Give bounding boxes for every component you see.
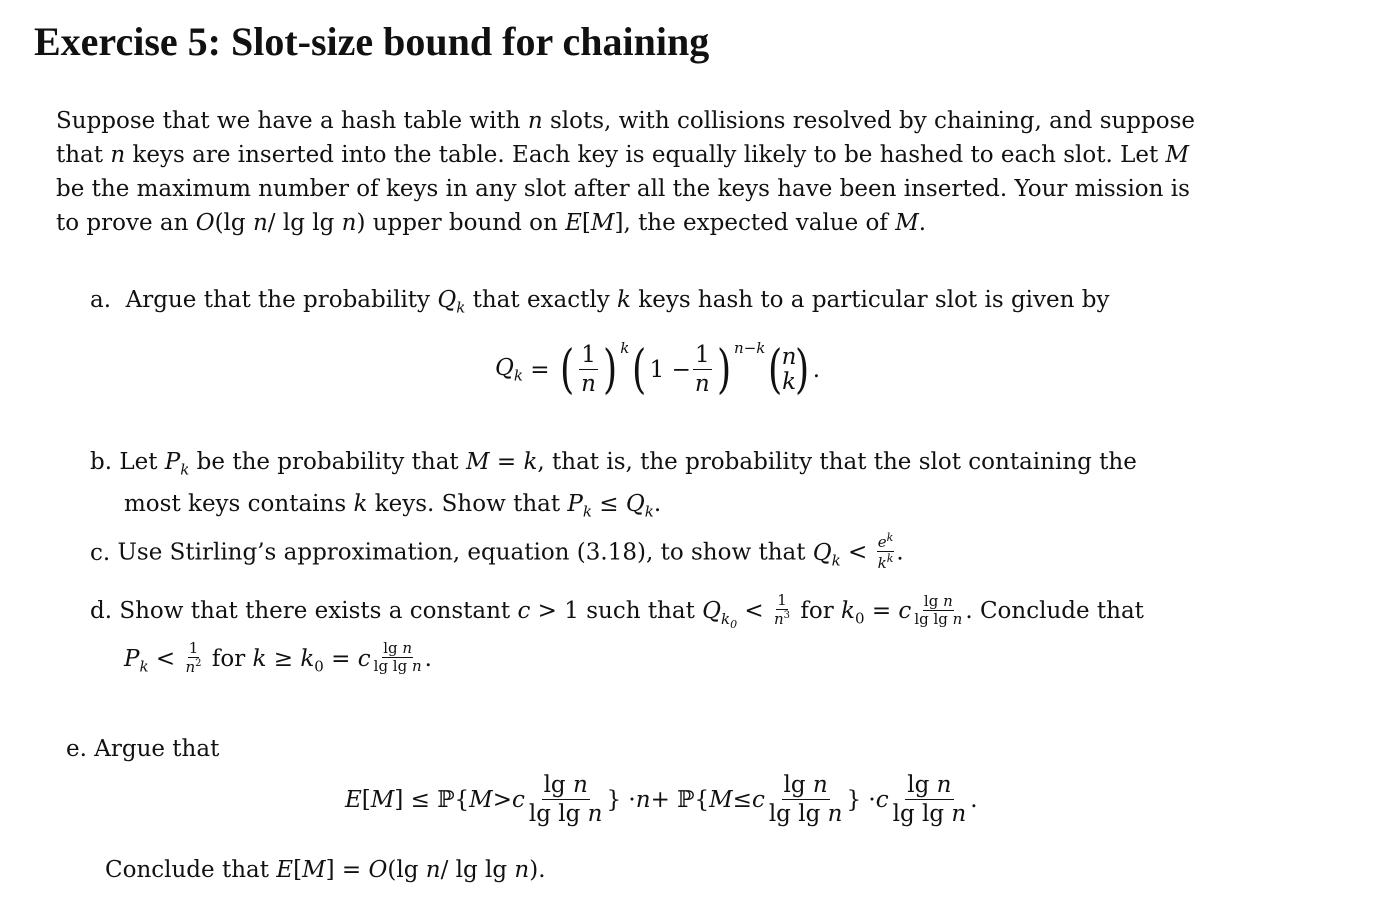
intro-line-3: be the maximum number of keys in any slot after all the keys have been inserted. Your mission is xyxy=(56,176,1190,202)
part-d-line-2: $P_k$ < $\frac{1}{n^2}$ for $k \ge k_0 = c$ $\frac{\text{lg n}}{\text{lg lg n}}$ . xyxy=(124,638,432,676)
part-e-conclusion: Conclude that E[M] = O(lg n/ lg lg n). xyxy=(105,857,546,883)
intro-line-2: that n keys are inserted into the table. Each key is equally likely to be hashed to each slot. Let M xyxy=(56,142,1190,168)
part-a-label: a. xyxy=(90,287,112,313)
part-a xyxy=(90,283,1109,325)
part-a-equation: $Q_k$ = ( $\frac{1}{n}$ ) $^k$ ( 1 − $\frac{1}{n}$ ) $^{n -k}$ ( n k ) . xyxy=(495,339,821,400)
part-c: c. Use Stirling’s approximation, equation (3.18), to show that $Q_k$ < $\frac{e^k}{k^k}$ . xyxy=(90,531,904,572)
part-d xyxy=(90,591,1144,683)
part-b-line-2: most keys contains k keys. Show that $P_k \le Q_k$. xyxy=(124,490,662,521)
part-b xyxy=(90,445,1137,528)
part-b-line-1: b. Let $P_k$ be the probability that M = k, that is, the probability that the slot containing the xyxy=(90,449,1137,479)
part-a-text: Argue that the probability $Q_k$ that exactly k keys hash to a particular slot is given by xyxy=(118,287,1110,317)
intro-line-4: to prove an O(lg n/ lg lg n) upper bound on E[M], the expected value of M. xyxy=(56,210,927,236)
part-e: e. Argue that xyxy=(66,736,220,762)
part-e-equation: E [ M ] ≤ ℙ{ M > c $\frac{\text{lg n}}{\text{lg lg n}}$ } · n + ℙ{ M ≤ c $\frac{\text{lg n}}{\text{lg lg n}}$ } · c $\frac{\text{lg n}}{\text{lg lg n}}$ . xyxy=(345,772,978,827)
exercise-title: Exercise 5: Slot-size bound for chaining xyxy=(34,19,710,64)
intro-paragraph xyxy=(56,104,1236,240)
intro-line-1: Suppose that we have a hash table with n slots, with collisions resolved by chaining, and suppose xyxy=(56,108,1196,134)
part-d-line-1: d. Show that there exists a constant c > 1 such that $Q_{k_0}$ < $\frac{1}{n^3}$ for $k_0 = c$ $\frac{\text{lg n}}{\text{lg lg n}}$ . Conclude that xyxy=(90,591,1144,631)
